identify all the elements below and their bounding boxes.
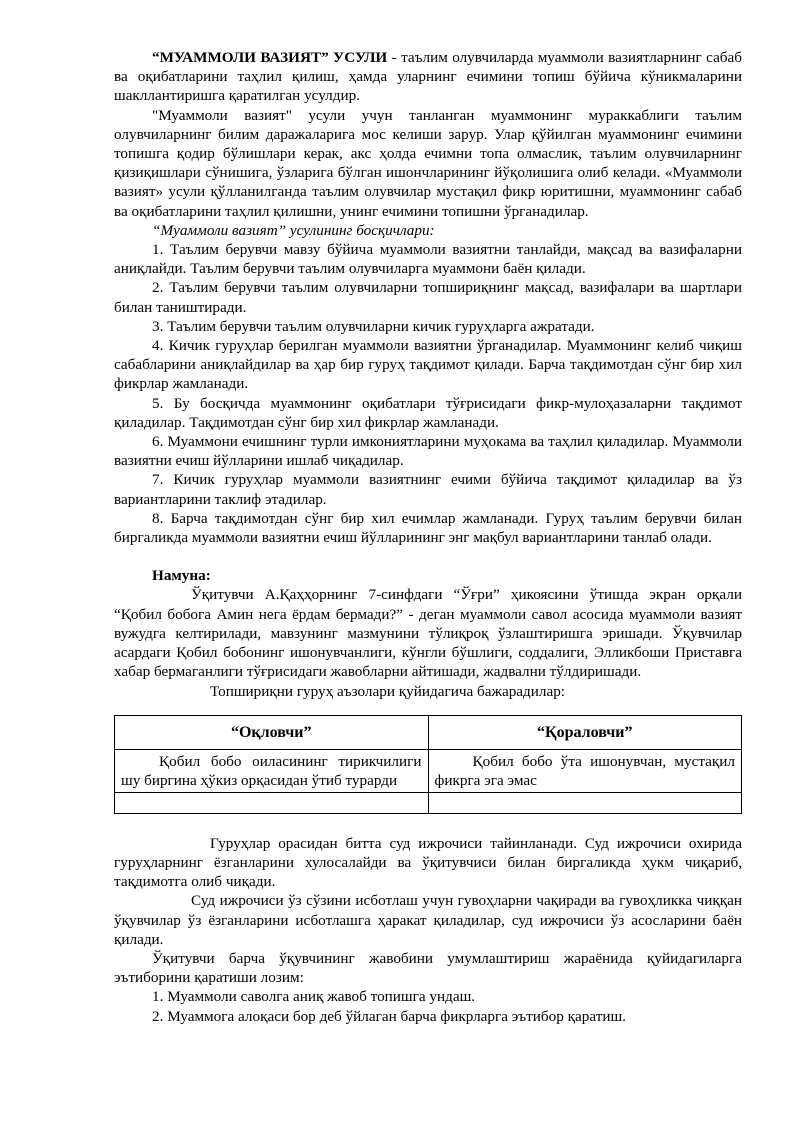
stage-item: 2. Таълим берувчи таълим олувчиларни топшириқнинг мақсад, вазифалари ва шартлари билан таништиради. [114, 279, 742, 316]
table-cell: Қобил бобо оиласининг тирикчилиги шу биргина ҳўкиз орқасидан ўтиб турарди [115, 749, 429, 792]
task-line: Топшириқни гуруҳ аъзолари қуйидагича бажарадилар: [210, 682, 566, 700]
table-header-cell: “Қораловчи” [428, 715, 742, 749]
intro-paragraph [114, 48, 742, 106]
list-item: 2. Муаммога алоқаси бор деб ўйлаган барча фикрларга эътибор қаратиш. [152, 1007, 626, 1025]
sample-heading: Намуна: [152, 567, 211, 585]
stages-heading: “Муаммоли вазият” усулининг босқичлари: [152, 221, 435, 239]
stage-item: 6. Муаммони ечишнинг турли имкониятларини муҳокама ва таҳлил қиладилар. Муаммоли вазиятни ечиш йўлларини ишлаб чиқадилар. [114, 433, 742, 470]
table-row [115, 749, 742, 792]
list-item: 1. Муаммоли саволга аниқ жавоб топишга ундаш. [152, 988, 476, 1006]
table-header-row [115, 715, 742, 749]
stage-item: 4. Кичик гуруҳлар берилган муаммоли вазиятни ўрганадилар. Муаммонинг келиб чиқиш сабабларини аниқлайдилар ва ҳар бир гуруҳ тақдимот қилади. Барча тақдимотдан сўнг бир хил фикрлар жамланади. [114, 337, 742, 393]
table-cell [115, 792, 429, 813]
table-row-empty [115, 792, 742, 813]
stage-item: 1. Таълим берувчи мавзу бўйича муаммоли вазиятни танлайди, мақсад ва вазифаларни аниқлайди. Таълим берувчи таълим олувчиларга муаммони баён қилади. [114, 241, 742, 278]
method-definition: - таълим олувчиларда муаммоли вазиятларнинг сабаб ва оқибатларини таҳлил қилиш, ҳамда уларнинг ечимини топиш бўйича кўникмаларини шакллантиришга қаратилган усулдир. [114, 49, 743, 105]
sample-paragraph: Ўқитувчи А.Қаҳҳорнинг 7-синфдаги “Ўғри” ҳикоясини ўтишда экран орқали “Қобил бобога Амин нега ёрдам бермади?” - деган муаммоли савол асосида муаммоли вазият вужудга келтирилади, мавзунинг мазмунини тўлиқроқ ўзлаштиришга эришади. Ўқувчилар асардаги Қобил бобонинг ишонувчанлиги, кўнгли бўшлиги, соддалиги, Элликбоши Приставга хабар бермаганлиги тўғрисидаги жавобларни айтишади, жадвални тўлдиришади. [114, 586, 742, 681]
stage-item: 7. Кичик гуруҳлар муаммоли вазиятнинг ечими бўйича тақдимот қиладилар ва ўз вариантларини таклиф этадилар. [114, 471, 742, 508]
table-cell [428, 792, 742, 813]
stage-item: 8. Барча тақдимотдан сўнг бир хил ечимлар жамланади. Гуруҳ таълим берувчи билан биргаликда муаммоли вазиятни ечиш йўлларининг энг мақбул вариантларини танлаб олади. [114, 509, 742, 547]
stage-item: 5. Бу босқичда муаммонинг оқибатлари тўғрисидаги фикр-мулоҳазаларни тақдимот қиладилар. Тақдимотдан сўнг бир хил фикрлар жамланади. [114, 394, 742, 431]
problem-complexity-paragraph: "Муаммоли вазият" усули учун танланган муаммонинг мураккаблиги таълим олувчиларнинг билим даражаларига мос келиши зарур. Улар қўйилган муаммонинг ечимини топишга қодир бўлишлари керак, акс ҳолда ечимни топа олмаслик, таълим олувчиларнинг қизиқишлари сўнишига, ўзларига бўлган ишончларининг йўқолишига олиб келади. «Муаммоли вазият» усули қўлланилганда таълим олувчилар мустақил фикр юритишни, муаммонинг сабаб ва оқибатларини таҳлил қилишни, унинг ечимини топишни ўрганадилар. [114, 106, 742, 220]
witness-paragraph: Суд ижрочиси ўз сўзини исботлаш учун гувоҳларни чақиради ва гувоҳликка чиққан ўқувчилар ўз ёзганларини исботлашга ҳаракат қиладилар, суд ижрочиси ўз асосларини баён қилади. [114, 892, 742, 948]
table-header-cell: “Оқловчи” [115, 715, 429, 749]
spacer [114, 547, 742, 566]
advocate-accuser-table [114, 715, 742, 814]
teacher-paragraph: Ўқитувчи барча ўқувчининг жавобини умумлаштириш жараёнида қуйидагиларга эътиборини қаратиши лозим: [114, 949, 742, 987]
document-page [114, 48, 742, 1026]
table-cell: Қобил бобо ўта ишонувчан, мустақил фикрга эга эмас [428, 749, 742, 792]
stage-item: 3. Таълим берувчи таълим олувчиларни кичик гуруҳларга ажратади. [152, 317, 595, 335]
method-title: “МУАММОЛИ ВАЗИЯТ” УСУЛИ [152, 49, 388, 66]
judge-paragraph: Гуруҳлар орасидан битта суд ижрочиси тайинланади. Суд ижрочиси охирида гуруҳларнинг ёзганларини хулосалайди ва ўқитувчиси билан биргаликда ҳукм чиқариб, тақдимотга олиб чиқади. [114, 834, 742, 891]
